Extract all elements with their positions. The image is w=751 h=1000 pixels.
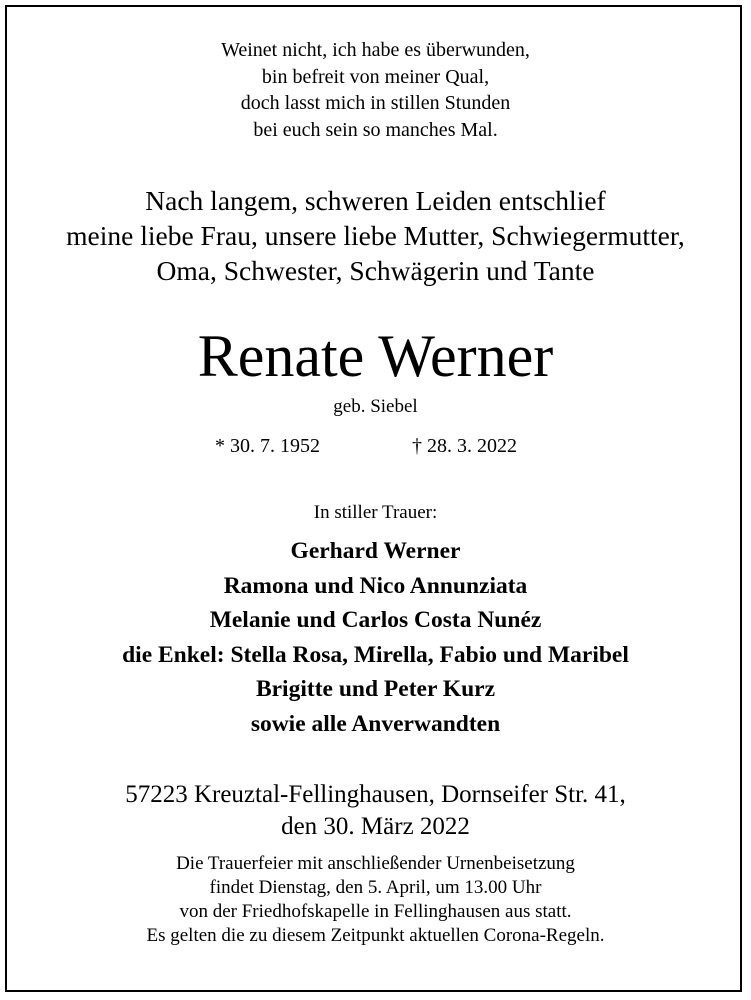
mourner-line: Gerhard Werner [290, 538, 461, 564]
maiden-name: geb. Siebel [333, 396, 418, 417]
notice-line: Die Trauerfeier mit anschließender Urnenbeisetzung [176, 853, 575, 874]
deceased-name: Renate Werner [197, 323, 554, 389]
mourner-line: die Enkel: Stella Rosa, Mirella, Fabio und Maribel [122, 641, 629, 668]
poem-line: bin befreit von meiner Qual, [261, 65, 490, 88]
poem-line: doch lasst mich in stillen Stunden [240, 92, 511, 114]
date-line: den 30. März 2022 [281, 813, 470, 840]
mourner-line: Ramona und Nico Annunziata [223, 572, 528, 599]
poem [0, 37, 751, 143]
notice-line: findet Dienstag, den 5. April, um 13.00 Uhr [209, 877, 542, 898]
death-date: † 28. 3. 2022 [412, 435, 517, 457]
address-and-date [0, 779, 751, 843]
mourner-line: sowie alle Anverwandten [250, 710, 501, 737]
funeral-notice [0, 852, 751, 948]
intro-text [0, 183, 751, 288]
notice-line: Es gelten die zu diesem Zeitpunkt aktuellen Corona-Regeln. [146, 925, 605, 946]
intro-line: Oma, Schwester, Schwägerin und Tante [156, 255, 595, 286]
intro-line: meine liebe Frau, unsere liebe Mutter, Schwiegermutter, [66, 220, 685, 251]
mourner-line: Brigitte und Peter Kurz [255, 676, 496, 702]
mourning-heading: In stiller Trauer: [313, 502, 438, 523]
mourners-list [0, 534, 751, 741]
mourner-line: Melanie und Carlos Costa Nunéz [209, 607, 542, 633]
birth-date: * 30. 7. 1952 [215, 435, 320, 457]
notice-line: von der Friedhofskapelle in Fellinghausen aus statt. [179, 901, 572, 922]
poem-line: bei euch sein so manches Mal. [253, 118, 498, 141]
address-line: 57223 Kreuztal-Fellinghausen, Dornseifer Str. 41, [125, 781, 626, 808]
intro-line: Nach langem, schweren Leiden entschlief [145, 185, 606, 216]
poem-line: Weinet nicht, ich habe es überwunden, [221, 39, 530, 61]
obituary-border [5, 5, 742, 992]
